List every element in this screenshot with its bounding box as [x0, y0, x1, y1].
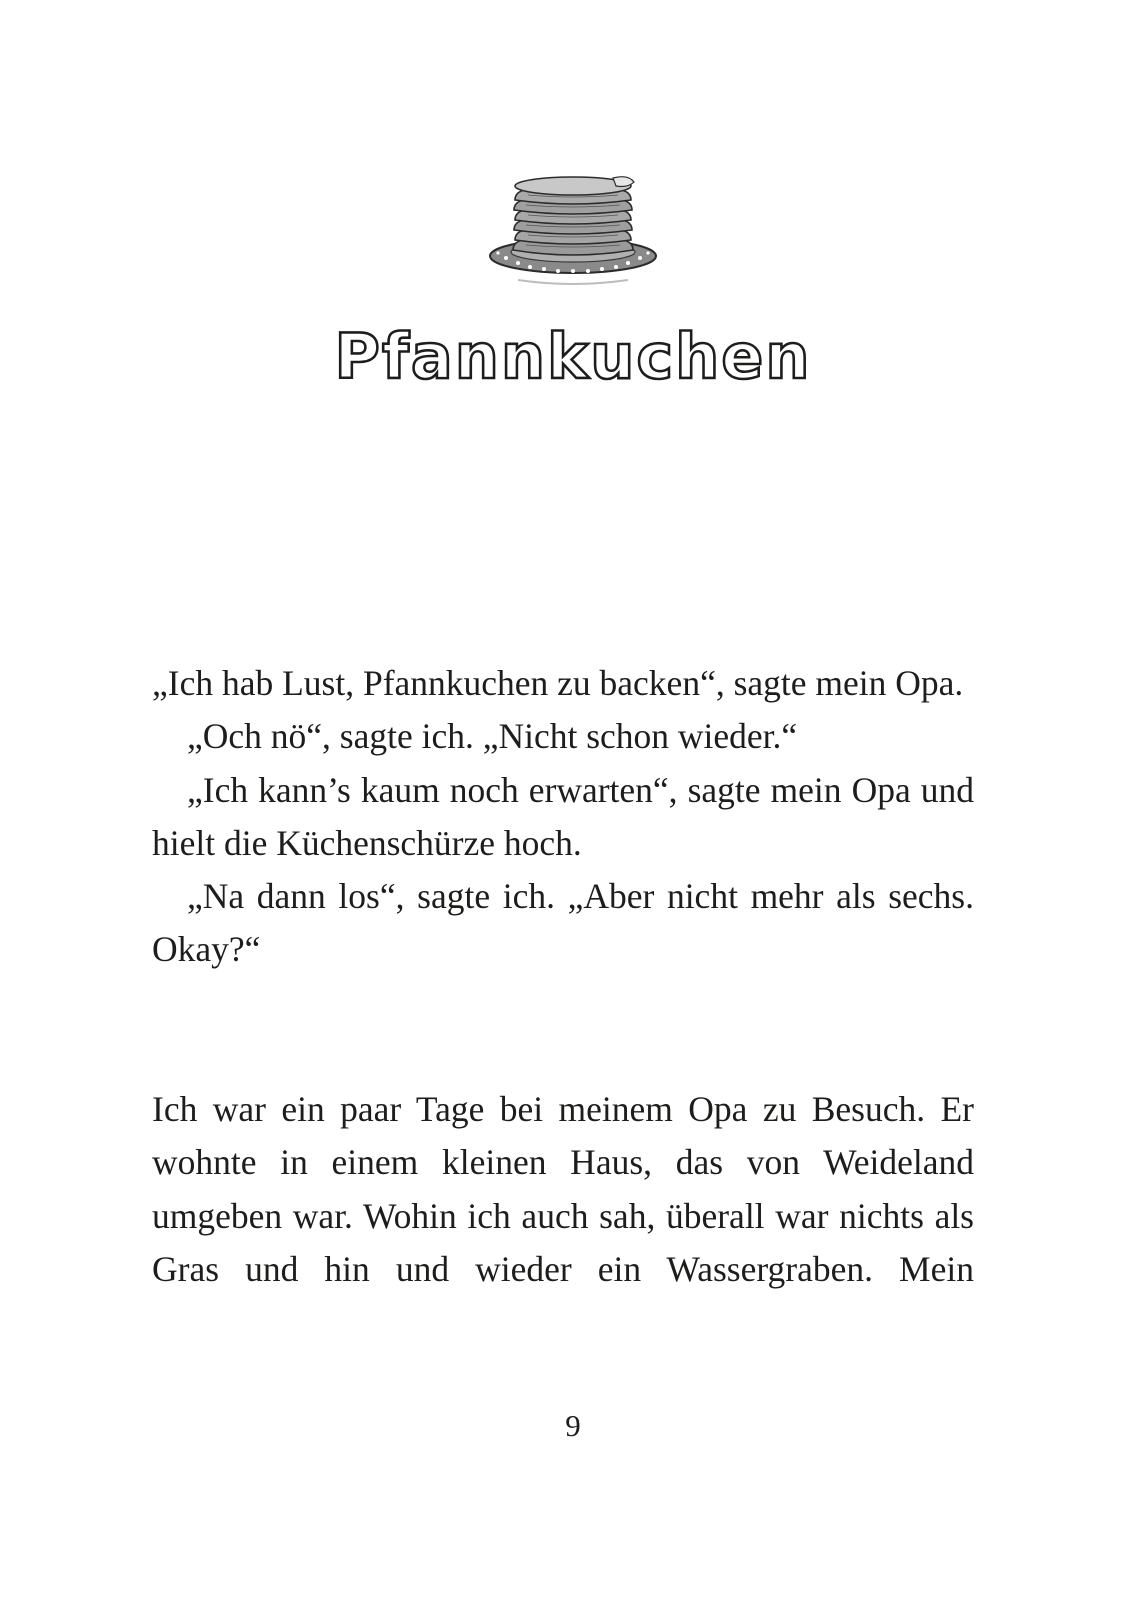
chapter-title	[0, 318, 1146, 398]
chapter-title-text: Pfannkuchen	[334, 320, 812, 393]
paragraph: „Och nö“, sagte ich. „Nicht schon wieder.“	[187, 716, 798, 757]
pancake-stack-icon	[478, 168, 668, 300]
body-text-narrative	[152, 1083, 974, 1296]
paragraph: „Na dann los“, sagte ich. „Aber nicht mehr als sechs. Okay?“	[152, 876, 974, 970]
body-text-dialogue	[152, 657, 974, 977]
page-number: 9	[565, 1408, 581, 1443]
paragraph: Ich war ein paar Tage bei meinem Opa zu Besuch. Er wohnte in einem kleinen Haus, das von Weideland umgeben war. Wohin ich auch sah, überall war nichts als Gras und hin und wieder ein Wassergraben. Mein	[152, 1089, 974, 1289]
paragraph: „Ich kann’s kaum noch erwarten“, sagte mein Opa und hielt die Küchenschürze hoch.	[152, 769, 974, 863]
paragraph: „Ich hab Lust, Pfannkuchen zu backen“, sagte mein Opa.	[152, 663, 964, 703]
